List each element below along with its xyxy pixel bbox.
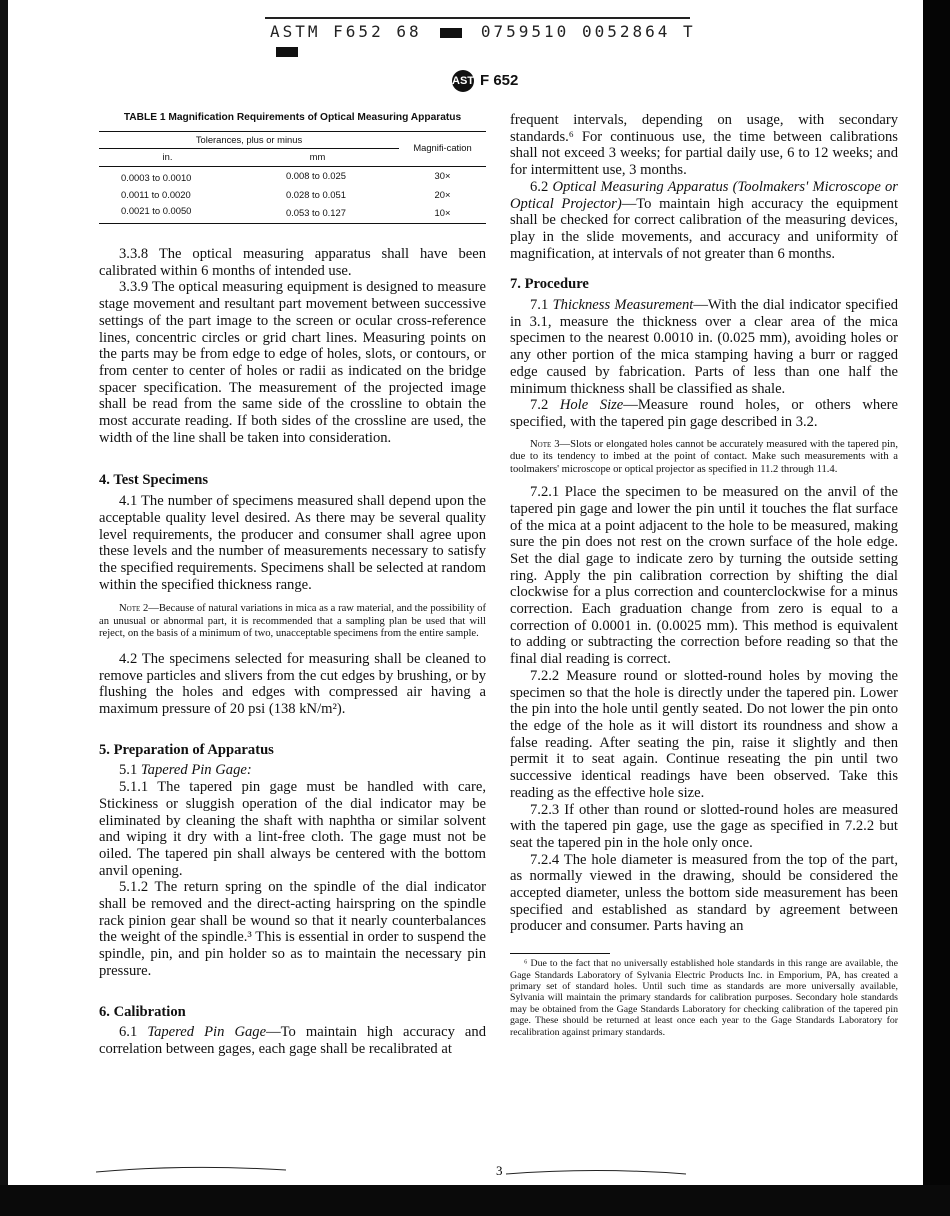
col-group-header: Tolerances, plus or minus (99, 131, 399, 149)
paragraph-6-2: 6.2 Optical Measuring Apparatus (Toolmakers' Microscope or Optical Projector)—To maintain high accuracy the equipment shall be checked for correct calibration of the measuring devices, play in the slide movements, and accuracy and uniformity of magnification, at intervals of not greater than 6 months. (510, 178, 899, 262)
redaction-block (276, 47, 298, 57)
col-mag-header: Magnifi-cation (413, 142, 472, 154)
col-mm-header: mm (309, 151, 326, 163)
header-code-2: 0759510 0052864 T (480, 22, 696, 41)
table-title: TABLE 1 Magnification Requirements of Optical Measuring Apparatus (123, 112, 462, 123)
paragraph-6-1-continued: frequent intervals, depending on usage, with secondary standards.⁶ For continuous use, the time between calibrations shall not exceed 3 weeks; for partial daily use, 6 to 12 weeks; and for intermittent use, 3 months. (510, 112, 898, 179)
astm-logo-icon: ASTM (452, 70, 474, 92)
scan-left-edge (0, 0, 8, 1216)
header-rule (265, 17, 690, 19)
right-column (510, 112, 898, 1038)
section-5-heading: 5. Preparation of Apparatus (99, 741, 274, 758)
paragraph-3-3-9: 3.3.9 The optical measuring equipment is designed to measure stage movement and resultant part movement between successive settings of the part image to the screen or ocular cross-reference lines, concentric circles or grid chart lines. Measuring points on the parts may be from edge to edge of holes, slots, or contours, or from center to center of holes or radii as indicated on the bridge spacer specification. The measurement of the projected image shall be read from the same side of the crossline to obtain the most accurate reading. If both sides of the crossline are used, the width of the line shall be taken into consideration. (99, 279, 486, 446)
scan-bottom-edge (0, 1185, 950, 1216)
paragraph-7-1: 7.1 Thickness Measurement—With the dial indicator specified in 3.1, measure the thickness over a clear area of the mica specimen to the nearest 0.0010 in. (0.025 mm), avoiding holes or any other portion of the mica stamping having a burr or ragged edge caused by fabrication. Parts of less than one half the minimum thickness shall be classified as shale. (510, 297, 898, 397)
paragraph-7-2-3: 7.2.3 If other than round or slotted-round holes are measured with the tapered pin gage, use the gage as specified in 7.2.2 but seat the tapered pin in the hole only once. (510, 801, 898, 851)
paragraph-7-2-2: 7.2.2 Measure round or slotted-round holes by moving the specimen so that the hole is directly under the tapered pin. Lower the pin into the hole until gently seated. Do not lower the pin onto the edge of the hole as it will distort its roundness and show a false reading. After seating the pin, raise it slightly and then permit it to seat again. Continue reseating the pin until two successive identical readings have been observed. Take this reading as the effective hole size. (510, 667, 898, 801)
footnote-rule (510, 953, 610, 954)
document-header (270, 22, 710, 60)
paragraph-5-1-1: 5.1.1 The tapered pin gage must be handled with care, Stickiness or sluggish operation of the dial indicator may be eliminated by cleaning the shaft with naphtha or similar solvent and wiping it dry with a lint-free cloth. The gage must not be oiled. The tapered pin shall always be centered with the bottom anvil opening. (99, 779, 486, 879)
magnification-table (99, 131, 486, 225)
footnote-6: ⁶ Due to the fact that no universally established hole standards in this range are available, the Gage Standards Laboratory of Sylvania Electric Products Inc. in Emporium, PA, has created a primary set of standard holes. Until such time as standards are more universally available, Sylvania will maintain the primary standards for calibration purposes. Secondary hole standards may be obtained from the Gage Standards Laboratory for checking calibration of the tapered pin gage. These should be returned at least once each year to the Gage Standards Laboratory for recalibration against primary standards. (510, 958, 898, 1038)
paragraph-5-1-2: 5.1.2 The return spring on the spindle of the dial indicator shall be removed and the direct-acting hairspring on the spindle rack pinion gear shall be wound so that it nearly counterbalances the weight of the spindle.³ This is essential in order to suspend the spindle, pin, and pin holder so as to maintain the necessary pin pressure. (99, 879, 486, 979)
designation: F 652 (480, 71, 519, 89)
scan-right-edge (923, 0, 950, 1216)
header-code: ASTM F652 68 (270, 22, 422, 41)
paragraph-7-2-1: 7.2.1 Place the specimen to be measured on the anvil of the tapered pin gage and lower the pin until it touches the flat surface of the mica at a point adjacent to the hole to be measured, making sure the pin does not rest on the crown surface of the hole edge. Set the dial gage to indicate zero by turning the outside setting ring. Apply the pin calibration correction by shifting the dial clockwise for a plus correction and counterclockwise for a minus correction. Each graduation change from zero is equal to a correction of 0.0001 in. (0.0025 mm). This method is equivalent to adding or subtracting the correction before reading so that the final dial reading is correct. (510, 484, 898, 668)
note-3: Note 3—Slots or elongated holes cannot be accurately measured with the tapered pin, due to its tendency to imbed at the point of contact. Make such measurements with a toolmakers' microscope or optical projector as specified in 11.2 through 11.4. (510, 438, 898, 475)
page-bottom-marks (96, 1162, 696, 1180)
paragraph-7-2: 7.2 Hole Size—Measure round holes, or others where specified, with the tapered pin gage described in 3.2. (510, 397, 898, 430)
paragraph-7-2-4: 7.2.4 The hole diameter is measured from the top of the part, as normally viewed in the drawing, should be considered the accepted diameter, unless the bottom side measurement has been specified and established as standard by agreement between producer and consumer. Parts having an (510, 851, 898, 935)
scan-mark-left (96, 1167, 286, 1172)
paragraph-5-1: 5.1 Tapered Pin Gage: (119, 762, 252, 779)
paragraph-6-1: 6.1 Tapered Pin Gage—To maintain high accuracy and correlation between gages, each gage shall be recalibrated at (99, 1024, 486, 1057)
note-2: Note 2—Because of natural variations in mica as a raw material, and the possibility of an unusual or abnormal part, it is recommended that a sampling plan be used that will reject, on the basis of a minimum of two, unacceptable specimens from the entire sample. (99, 603, 486, 640)
table-row: 0.0003 to 0.0010 0.008 to 0.025 30× (121, 170, 451, 183)
astm-designation (452, 70, 518, 92)
page-number: 3 (496, 1163, 503, 1178)
scan-mark-right (506, 1171, 686, 1175)
section-4-heading: 4. Test Specimens (99, 472, 209, 489)
section-7-heading: 7. Procedure (510, 276, 589, 293)
left-column (99, 112, 486, 1058)
table-row: 0.0011 to 0.0020 0.028 to 0.051 20× (121, 188, 451, 200)
table-row: 0.0021 to 0.0050 0.053 to 0.127 10× (99, 203, 486, 223)
section-6-heading: 6. Calibration (99, 1003, 186, 1020)
paragraph-4-1: 4.1 The number of specimens measured shall depend upon the acceptable quality level desired. As there may be several quality level requirements, the producer and consumer shall agree upon these levels and the number of measurements necessary to satisfy the specified requirements. Specimens shall be selected at random within the specified thickness range. (99, 493, 486, 593)
paragraph-4-2: 4.2 The specimens selected for measuring shall be cleaned to remove particles and slivers from the cut edges by brushing, or by flushing the holes and edges with compressed air having a maximum pressure of 20 psi (138 kN/m²). (99, 650, 486, 717)
col-in-header: in. (162, 151, 173, 163)
redaction-block (440, 28, 462, 38)
paragraph-3-3-8: 3.3.8 The optical measuring apparatus shall have been calibrated within 6 months of intended use. (99, 246, 486, 279)
